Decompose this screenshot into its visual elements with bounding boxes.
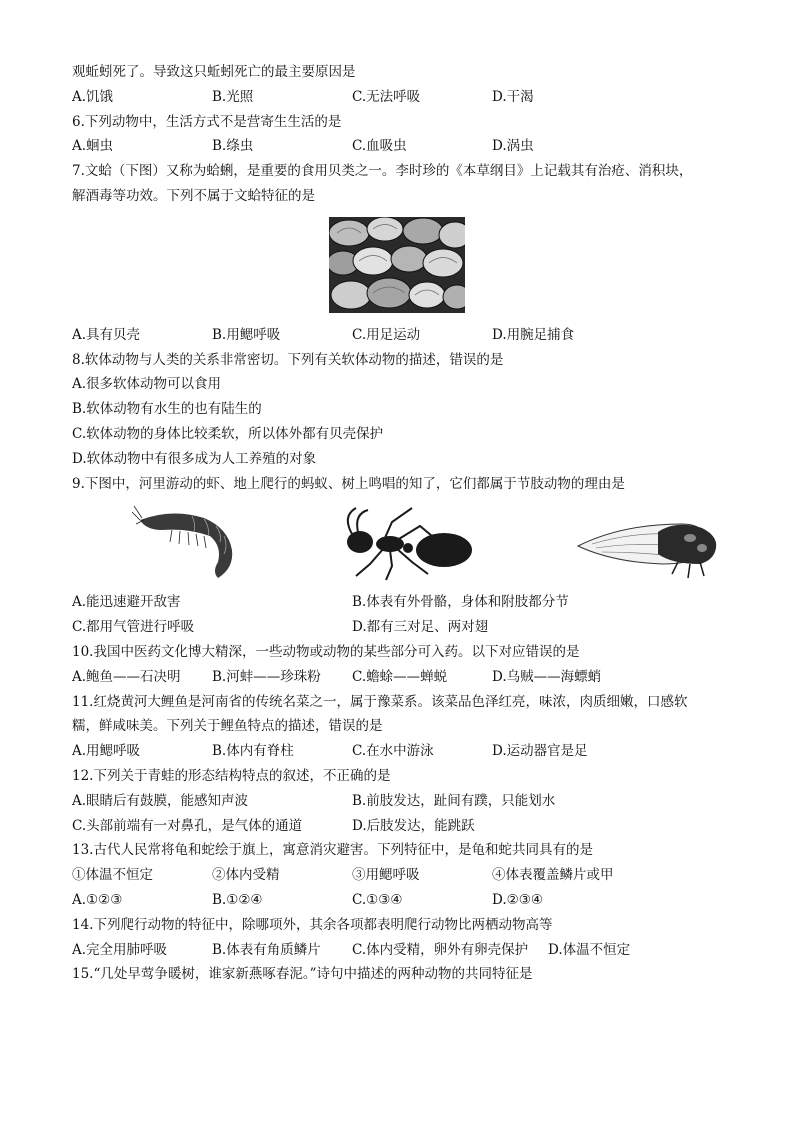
q7-stem-2: 解酒毒等功效。下列不属于文蛤特征的是 [72, 187, 315, 204]
q9-stem: 9.下图中，河里游动的虾、地上爬行的蚂蚁、树上鸣唱的知了，它们都属于节肢动物的理由是 [72, 475, 625, 492]
q13-item-3: ③用鳃呼吸 [352, 867, 420, 884]
q5-stem-tail: 观蚯蚓死了。导致这只蚯蚓死亡的最主要原因是 [72, 64, 356, 80]
q11-option-d: D.运动器官是足 [492, 743, 588, 760]
q7-option-d: D.用腕足捕食 [492, 326, 575, 343]
q12-option-d: D.后肢发达，能跳跃 [352, 817, 475, 834]
q12-options-row-2 [72, 814, 722, 839]
q14-stem: 14.下列爬行动物的特征中，除哪项外，其余各项都表明爬行动物比两栖动物高等 [72, 916, 553, 933]
q12-option-c: C.头部前端有一对鼻孔，是气体的通道 [72, 817, 303, 834]
q14-option-c: C.体内受精，卵外有卵壳保护 [352, 941, 529, 958]
q9-option-c: C.都用气管进行呼吸 [72, 619, 195, 636]
q13-options [72, 888, 722, 913]
q7-options [72, 323, 722, 348]
q9-option-a: A.能迅速避开敌害 [72, 594, 181, 611]
q13-item-4: ④体表覆盖鳞片或甲 [492, 867, 614, 884]
q6-option-d: D.涡虫 [492, 138, 534, 155]
q13-option-d: D.②③④ [492, 891, 543, 908]
q13-item-2: ②体内受精 [212, 867, 280, 884]
q5-options [72, 85, 722, 110]
q12-option-b: B.前肢发达，趾间有蹼，只能划水 [352, 792, 556, 809]
q8-option-c: C.软体动物的身体比较柔软，所以体外都有贝壳保护 [72, 425, 384, 442]
q11-stem-2: 糯，鲜咸味美。下列关于鲤鱼特点的描述，错误的是 [72, 718, 383, 735]
q13-option-c: C.①③④ [352, 891, 403, 908]
q13-stem: 13.古代人民常将龟和蛇绘于旗上，寓意消灾避害。下列特征中，是龟和蛇共同具有的是 [72, 842, 593, 859]
q7-option-a: A.具有贝壳 [72, 326, 141, 343]
q9-options-row-1 [72, 590, 722, 615]
q6-options [72, 134, 722, 159]
q13-items [72, 863, 722, 888]
q5-option-c: C.无法呼吸 [352, 88, 421, 105]
q14-options [72, 938, 722, 963]
q8-option-b: B.软体动物有水生的也有陆生的 [72, 401, 262, 418]
arthropod-figures [72, 496, 722, 590]
q11-option-b: B.体内有脊柱 [212, 743, 294, 760]
q12-option-a: A.眼睛后有鼓膜，能感知声波 [72, 792, 249, 809]
q14-option-d: D.体温不恒定 [548, 941, 631, 958]
q8-stem: 8.软体动物与人类的关系非常密切。下列有关软体动物的描述，错误的是 [72, 351, 504, 368]
q12-stem: 12.下列关于青蛙的形态结构特点的叙述，不正确的是 [72, 767, 391, 784]
q8-option-d: D.软体动物中有很多成为人工养殖的对象 [72, 450, 317, 467]
q6-stem: 6.下列动物中，生活方式不是营寄生生活的是 [72, 113, 342, 130]
q15-stem: 15.“几处早莺争暖树，谁家新燕啄春泥。”诗句中描述的两种动物的共同特征是 [72, 966, 533, 983]
cicada-icon [572, 502, 722, 582]
clam-photo [72, 209, 722, 323]
q6-option-c: C.血吸虫 [352, 138, 407, 155]
q13-option-b: B.①②④ [212, 891, 263, 908]
q7-option-b: B.用鳃呼吸 [212, 326, 281, 343]
q11-options [72, 739, 722, 764]
q12-options-row-1 [72, 789, 722, 814]
q5-option-b: B.光照 [212, 88, 254, 105]
q10-option-a: A.鲍鱼——石决明 [72, 668, 181, 685]
q5-option-a: A.饥饿 [72, 88, 114, 105]
q14-option-a: A.完全用肺呼吸 [72, 941, 168, 958]
q6-option-b: B.绦虫 [212, 138, 254, 155]
q9-option-b: B.体表有外骨骼，身体和附肢都分节 [352, 594, 569, 611]
q7-option-c: C.用足运动 [352, 326, 421, 343]
q11-option-c: C.在水中游泳 [352, 743, 434, 760]
q6-option-a: A.蛔虫 [72, 138, 114, 155]
shrimp-icon [132, 502, 242, 582]
q7-stem-1: 7.文蛤（下图）又称为蛤蜊，是重要的食用贝类之一。李时珍的《本草纲目》上记载其有治疮、消积块， [72, 163, 693, 180]
q10-options [72, 665, 722, 690]
q13-option-a: A.①②③ [72, 891, 123, 908]
q9-option-d: D.都有三对足、两对翅 [352, 619, 489, 636]
exam-page [72, 60, 722, 987]
q11-option-a: A.用鳃呼吸 [72, 743, 141, 760]
q10-option-b: B.河蚌——珍珠粉 [212, 668, 321, 685]
q13-item-1: ①体温不恒定 [72, 867, 153, 884]
ant-icon [332, 502, 482, 582]
q5-option-d: D.干渴 [492, 88, 534, 105]
q10-option-c: C.蟾蜍——蝉蜕 [352, 668, 448, 685]
q8-option-a: A.很多软体动物可以食用 [72, 376, 222, 393]
q9-options-row-2 [72, 615, 722, 640]
q10-option-d: D.乌贼——海螵蛸 [492, 668, 602, 685]
q14-option-b: B.体表有角质鳞片 [212, 941, 321, 958]
q11-stem-1: 11.红烧黄河大鲤鱼是河南省的传统名菜之一，属于豫菜系。该菜品色泽红亮，味浓，肉质细嫩，口感软 [72, 693, 688, 710]
q10-stem: 10.我国中医药文化博大精深，一些动物或动物的某些部分可入药。以下对应错误的是 [72, 643, 580, 660]
